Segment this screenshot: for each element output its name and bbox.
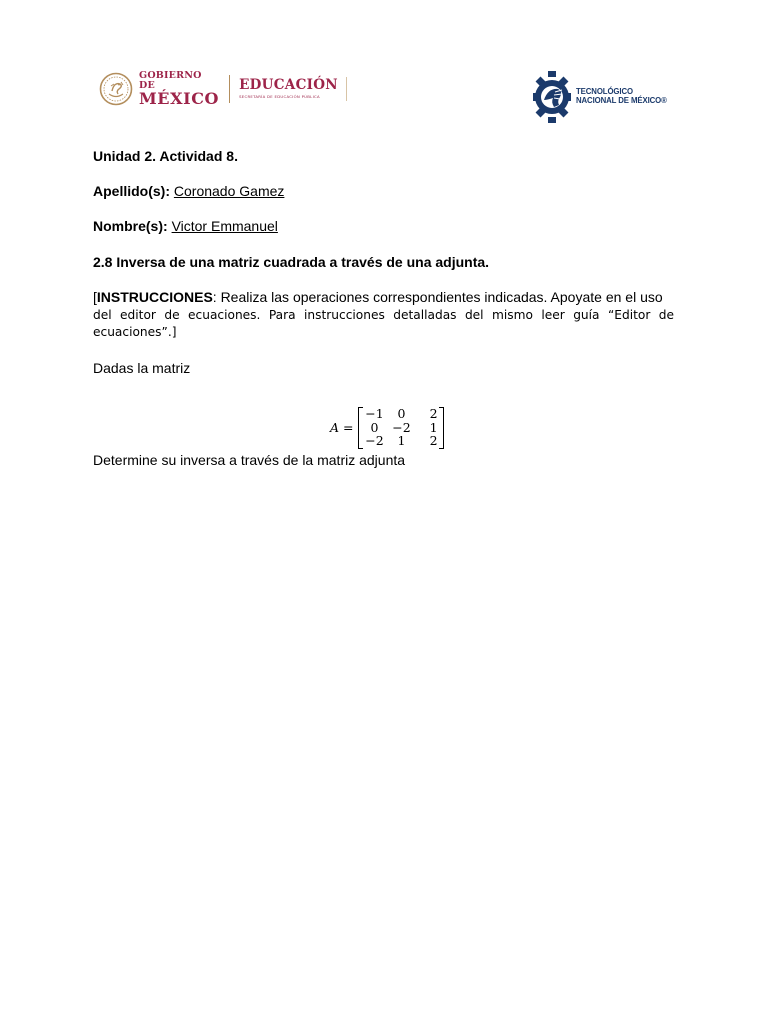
unit-heading: Unidad 2. Actividad 8. xyxy=(93,148,238,164)
surname-row xyxy=(93,183,284,200)
instructions-block xyxy=(93,289,674,340)
name-row xyxy=(93,218,278,235)
name-value: Victor Emmanuel xyxy=(171,218,278,234)
matrix-equation xyxy=(330,405,444,450)
header-divider xyxy=(229,75,230,103)
tecnm-logo xyxy=(532,69,666,125)
gobierno-educacion-logo xyxy=(99,70,344,108)
matrix-cell: 0 xyxy=(370,419,379,435)
educacion-title: EDUCACIÓN xyxy=(239,76,338,93)
tecnm-gear-icon xyxy=(532,70,572,124)
matrix-cell: 2 xyxy=(429,433,438,449)
instructions-open-bracket: [ xyxy=(93,289,97,305)
instructions-line1-text: : Realiza las operaciones correspondientes indicadas. Apoyate en el uso xyxy=(212,289,663,305)
equals-sign: = xyxy=(343,420,354,435)
matrix-cell: 2 xyxy=(429,406,438,422)
instructions-text: del editor de ecuaciones. Para instrucciones detalladas del mismo leer guía “Editor de ecuaciones”.] xyxy=(93,308,674,339)
tecnm-line1: TECNOLÓGICO xyxy=(576,87,633,97)
instructions-label: INSTRUCCIONES xyxy=(96,289,213,305)
section-title: 2.8 Inversa de una matriz cuadrada a través de una adjunta. xyxy=(93,254,490,270)
matrix-grid xyxy=(363,407,439,448)
matrix-cell: −2 xyxy=(392,419,411,435)
right-bracket xyxy=(439,407,444,449)
matrix-variable: A xyxy=(330,420,340,435)
header-divider-right xyxy=(346,77,347,101)
matrix-cell: −1 xyxy=(365,406,384,422)
matrix-cell: −2 xyxy=(365,433,384,449)
gobierno-small-text: GOBIERNO DE xyxy=(139,70,202,91)
question-text: Determine su inversa a través de la matriz adjunta xyxy=(93,452,406,468)
matrix-cell: 1 xyxy=(429,419,438,435)
given-matrix-text: Dadas la matriz xyxy=(93,360,191,376)
surname-value: Coronado Gamez xyxy=(173,183,285,199)
educacion-subtitle: SECRETARÍA DE EDUCACIÓN PÚBLICA xyxy=(239,94,320,100)
tecnm-line2: NACIONAL DE MÉXICO® xyxy=(576,96,667,105)
gobierno-big-text: MÉXICO xyxy=(139,89,220,108)
matrix-cell: 0 xyxy=(397,406,406,422)
name-label: Nombre(s): xyxy=(93,218,168,234)
matrix-cell: 1 xyxy=(397,433,406,449)
mexico-seal-icon xyxy=(99,72,133,106)
surname-label: Apellido(s): xyxy=(93,183,170,199)
